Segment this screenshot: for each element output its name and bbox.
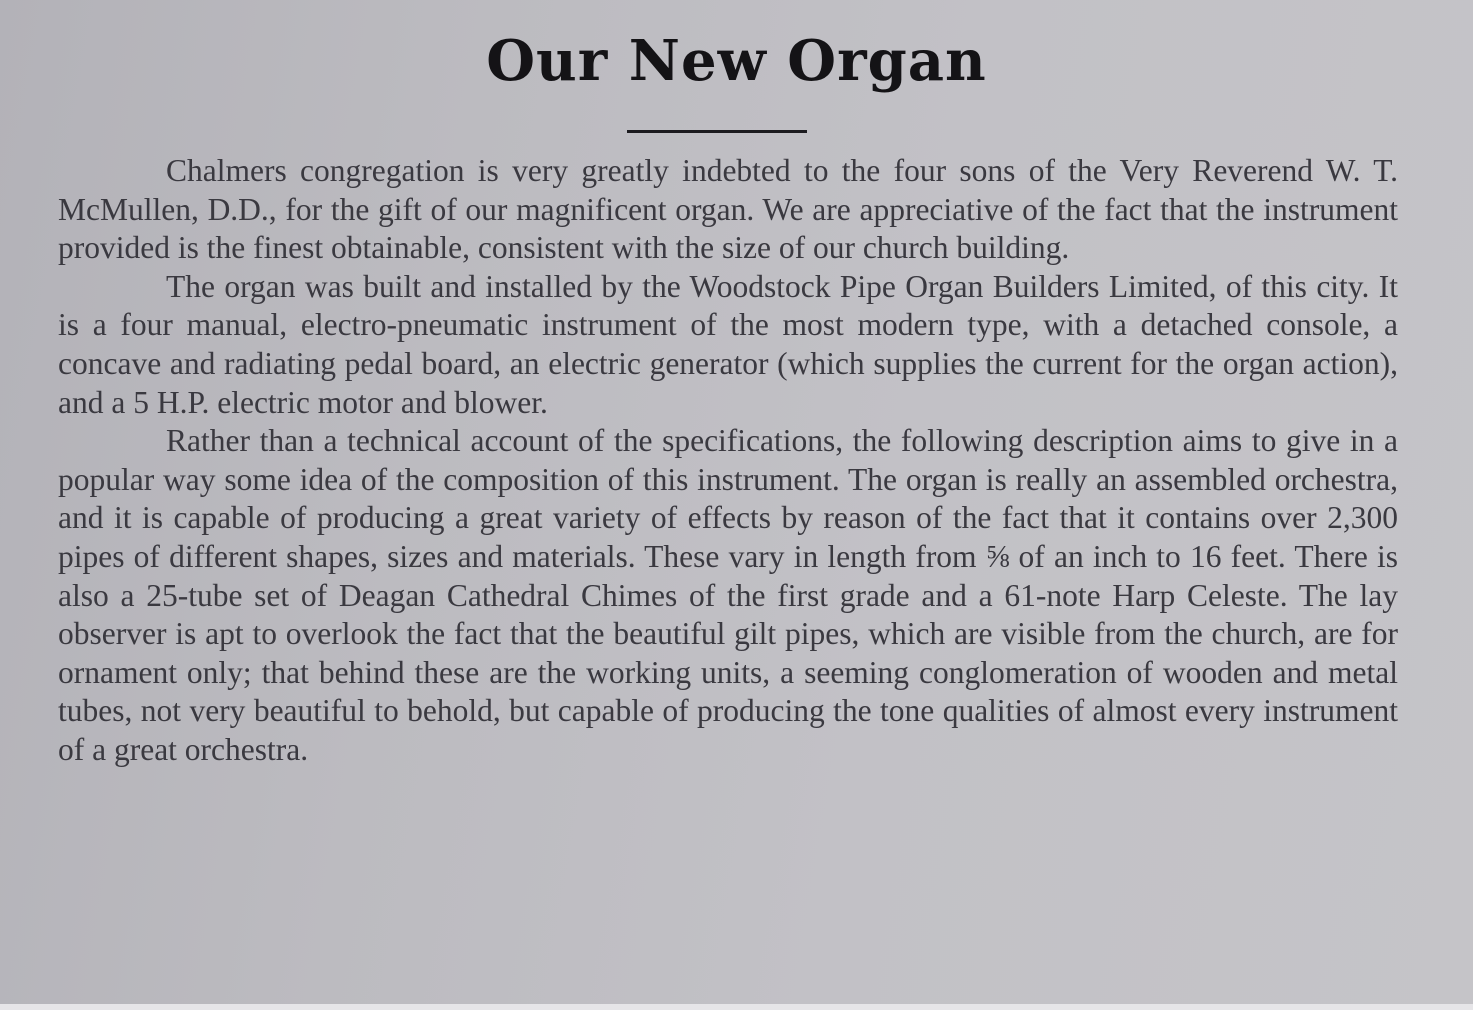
title-divider	[627, 130, 807, 133]
page-title: Our New Organ	[486, 28, 987, 94]
paragraph-1: Chalmers congregation is very greatly indebted to the four sons of the Very Reverend W. T. McMullen, D.D., for the gift of our magnificent organ. We are appreciative of the fact that the instrument provided is the finest obtainable, consistent with the size of our church building.	[58, 153, 1398, 266]
paragraph-3: Rather than a technical account of the specifications, the following description aims to give in a popular way some idea of the composition of this instrument. The organ is really an assembled orchestra, and it is capable of producing a great variety of effects by reason of the fact that it contains over 2,300 pipes of different shapes, sizes and materials. These vary in length from ⅝ of an inch to 16 feet. There is also a 25-tube set of Deagan Cathedral Chimes of the first grade and a 61-note Harp Celeste. The lay observer is apt to overlook the fact that the beautiful gilt pipes, which are visible from the church, are for ornament only; that behind these are the working units, a seeming conglomeration of wooden and metal tubes, not very beautiful to behold, but capable of producing the tone qualities of almost every instrument of a great orchestra.	[58, 423, 1398, 767]
body-text	[58, 152, 1398, 770]
page-bottom-edge	[0, 1004, 1473, 1010]
paragraph-2: The organ was built and installed by the Woodstock Pipe Organ Builders Limited, of this city. It is a four manual, electro-pneumatic instrument of the most modern type, with a detached console, a concave and radiating pedal board, an electric generator (which supplies the current for the organ action), and a 5 H.P. electric motor and blower.	[58, 268, 1398, 420]
